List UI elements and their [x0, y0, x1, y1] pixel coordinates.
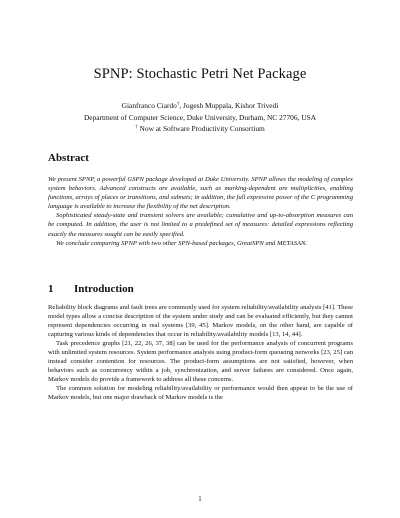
section-number: 1 [48, 283, 54, 295]
note-mark: † [135, 125, 138, 130]
note-text: Now at Software Productivity Consortium [137, 124, 265, 133]
affiliation: Department of Computer Science, Duke University, Durham, NC 27706, USA [83, 113, 317, 122]
section-body [48, 303, 353, 402]
abstract-paragraph: Sophisticated steady-state and transient solvers are available; cumulative and up-to-absorption measures can be computed. In addition, the user is not limited to a predefined set of measures: detailed expressions reflecting exactly the measures sought can be easily specified. [48, 212, 353, 238]
author-footnote-mark: † [176, 102, 180, 107]
page-number: 1 [198, 496, 202, 503]
abstract-heading: Abstract [48, 152, 89, 164]
abstract-paragraph: We conclude comparing SPNP with two other SPN-based packages, GreatSPN and METASAN. [56, 239, 308, 247]
body-paragraph: Task precedence graphs [21, 22, 26, 37, 38] can be used for the performance analysis of concurrent programs with unlimited system resources. System performance analysis using product-form queueing networks [23, 25] can instead consider contention for resources. The product-form assumptions are not satisfied, however, when behaviors such as concurrency within a job, synchronization, and server failures are considered. Once again, Markov models do provide a framework to address all these concerns. [48, 340, 353, 383]
affiliation-note [0, 124, 400, 133]
author-list [0, 101, 400, 110]
section-title: Introduction [74, 283, 134, 295]
paper-title: SPNP: Stochastic Petri Net Package [93, 66, 307, 82]
author-first: Gianfranco Ciardo [121, 101, 177, 110]
author-others: , Jogesh Muppala, Kishor Trivedi [179, 101, 279, 110]
abstract-body [48, 175, 353, 248]
abstract-paragraph: We present SPNP, a powerful GSPN package developed at Duke University. SPNP allows the modeling of complex system behaviors. Advanced constructs are available, such as marking-dependent are multiplicities, enabling functions, arrays of places or transitions, and subnets; in addition, the full expressive power of the C programming language is available to increase the flexibility of the net description. [48, 176, 353, 211]
body-paragraph: The common solution for modeling reliability/availability or performance would then appear to be the use of Markov models, but one major drawback of Markov models is the [48, 385, 353, 401]
section-heading [48, 283, 134, 295]
body-paragraph: Reliability block diagrams and fault trees are commonly used for system reliability/availability analysis [41]. These model types allow a concise description of the system under study and can be evaluated efficiently, but they cannot represent dependencies occurring in real systems [39, 45]. Markov models, on the other hand, are capable of capturing various kinds of dependencies that occur in reliability/availability models [13, 14, 44]. [48, 304, 353, 338]
